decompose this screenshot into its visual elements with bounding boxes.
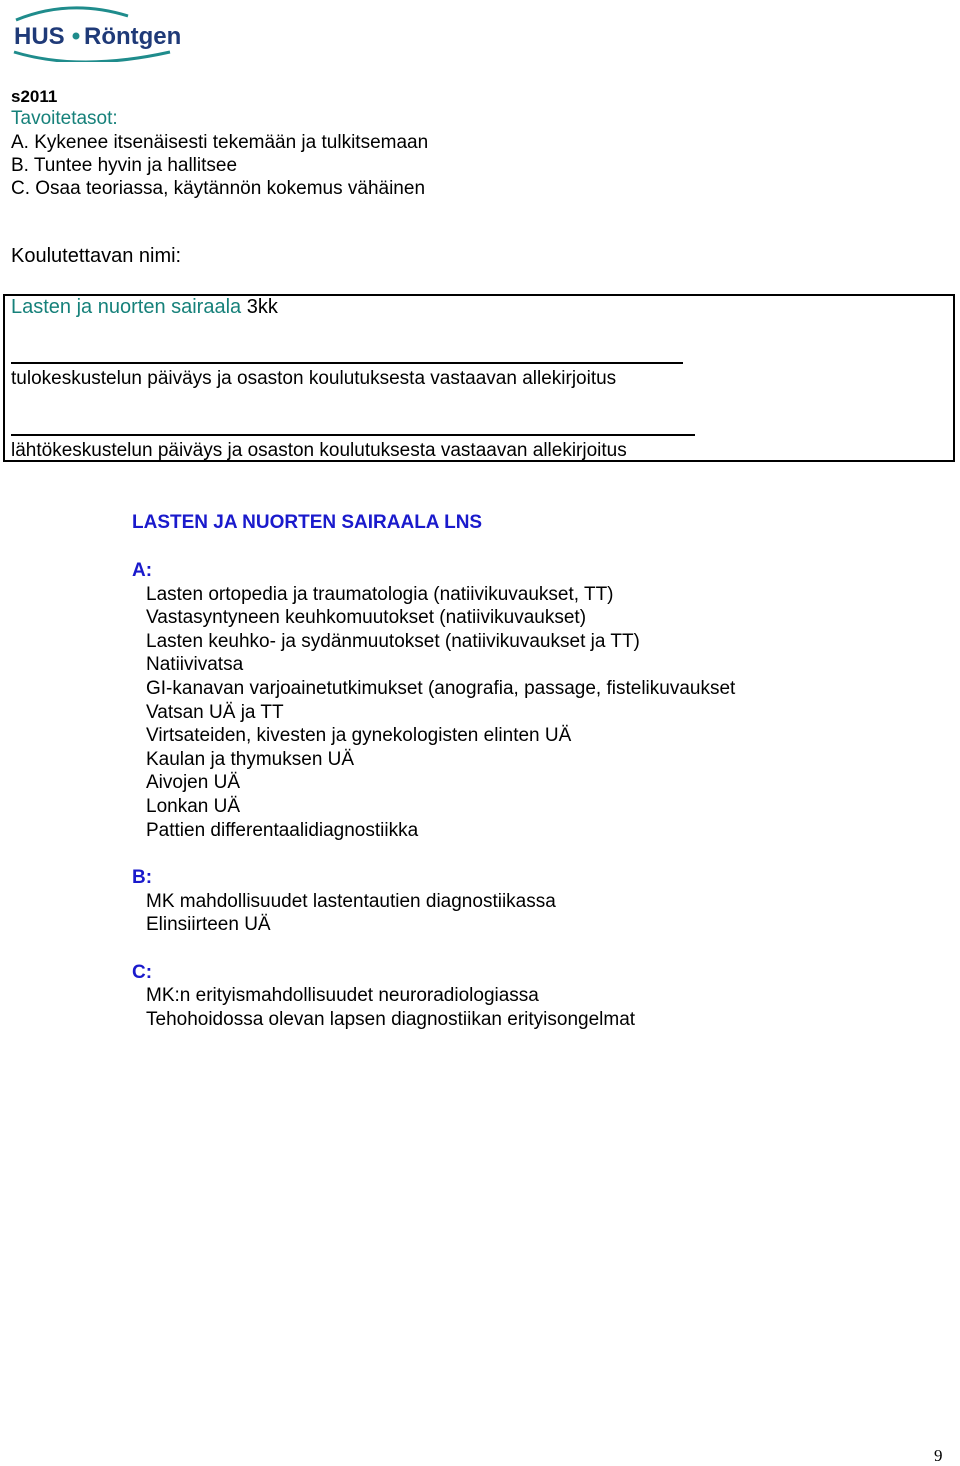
- levels-title: Tavoitetasot:: [11, 108, 118, 129]
- logo-swoosh-bottom: [14, 52, 170, 62]
- level-a: A. Kykenee itsenäisesti tekemään ja tulkitsemaan: [11, 132, 429, 153]
- section-c-label: C:: [132, 962, 153, 983]
- list-item: Vatsan UÄ ja TT: [146, 702, 284, 723]
- unit-duration: 3kk: [246, 296, 278, 318]
- level-c: C. Osaa teoriassa, käytännön kokemus vähäinen: [11, 178, 426, 199]
- arrival-signature-line[interactable]: [11, 362, 683, 364]
- page-number: 9: [934, 1446, 943, 1465]
- list-item: Vastasyntyneen keuhkomuutokset (natiivikuvaukset): [146, 607, 587, 628]
- list-item: MK:n erityismahdollisuudet neuroradiologiassa: [146, 985, 539, 1006]
- document-code: s2011: [11, 87, 58, 106]
- logo-dot: [73, 33, 80, 40]
- unit-name-line: [11, 296, 278, 319]
- list-item: Tehohoidossa olevan lapsen diagnostiikan erityisongelmat: [146, 1009, 636, 1030]
- list-item: Aivojen UÄ: [146, 772, 240, 793]
- section-a-label: A:: [132, 560, 153, 581]
- logo-swoosh-top: [16, 8, 128, 20]
- list-item: Lonkan UÄ: [146, 796, 241, 817]
- hus-rontgen-logo: [10, 2, 220, 62]
- logo-text-left: HUS: [14, 23, 65, 50]
- section-b-label: B:: [132, 867, 153, 888]
- trainee-name-label: Koulutettavan nimi:: [11, 245, 182, 267]
- list-item: Virtsateiden, kivesten ja gynekologisten elinten UÄ: [146, 725, 572, 746]
- list-item: GI-kanavan varjoainetutkimukset (anografia, passage, fistelikuvaukset: [146, 678, 736, 699]
- list-item: Lasten keuhko- ja sydänmuutokset (natiivikuvaukset ja TT): [146, 631, 640, 652]
- list-item: MK mahdollisuudet lastentautien diagnostiikassa: [146, 891, 556, 912]
- list-item: Pattien differentaalidiagnostiikka: [146, 820, 419, 841]
- level-b: B. Tuntee hyvin ja hallitsee: [11, 155, 238, 176]
- list-item: Natiivivatsa: [146, 654, 244, 675]
- departure-signature-line[interactable]: [11, 434, 695, 436]
- section-heading: LASTEN JA NUORTEN SAIRAALA LNS: [132, 512, 483, 533]
- list-item: Elinsiirteen UÄ: [146, 914, 271, 935]
- unit-name: Lasten ja nuorten sairaala: [11, 296, 242, 318]
- list-item: Lasten ortopedia ja traumatologia (natiivikuvaukset, TT): [146, 584, 614, 605]
- list-item: Kaulan ja thymuksen UÄ: [146, 749, 355, 770]
- departure-caption: lähtökeskustelun päiväys ja osaston koulutuksesta vastaavan allekirjoitus: [11, 440, 627, 461]
- logo-text-right: Röntgen: [84, 23, 182, 50]
- arrival-caption: tulokeskustelun päiväys ja osaston koulutuksesta vastaavan allekirjoitus: [11, 368, 617, 389]
